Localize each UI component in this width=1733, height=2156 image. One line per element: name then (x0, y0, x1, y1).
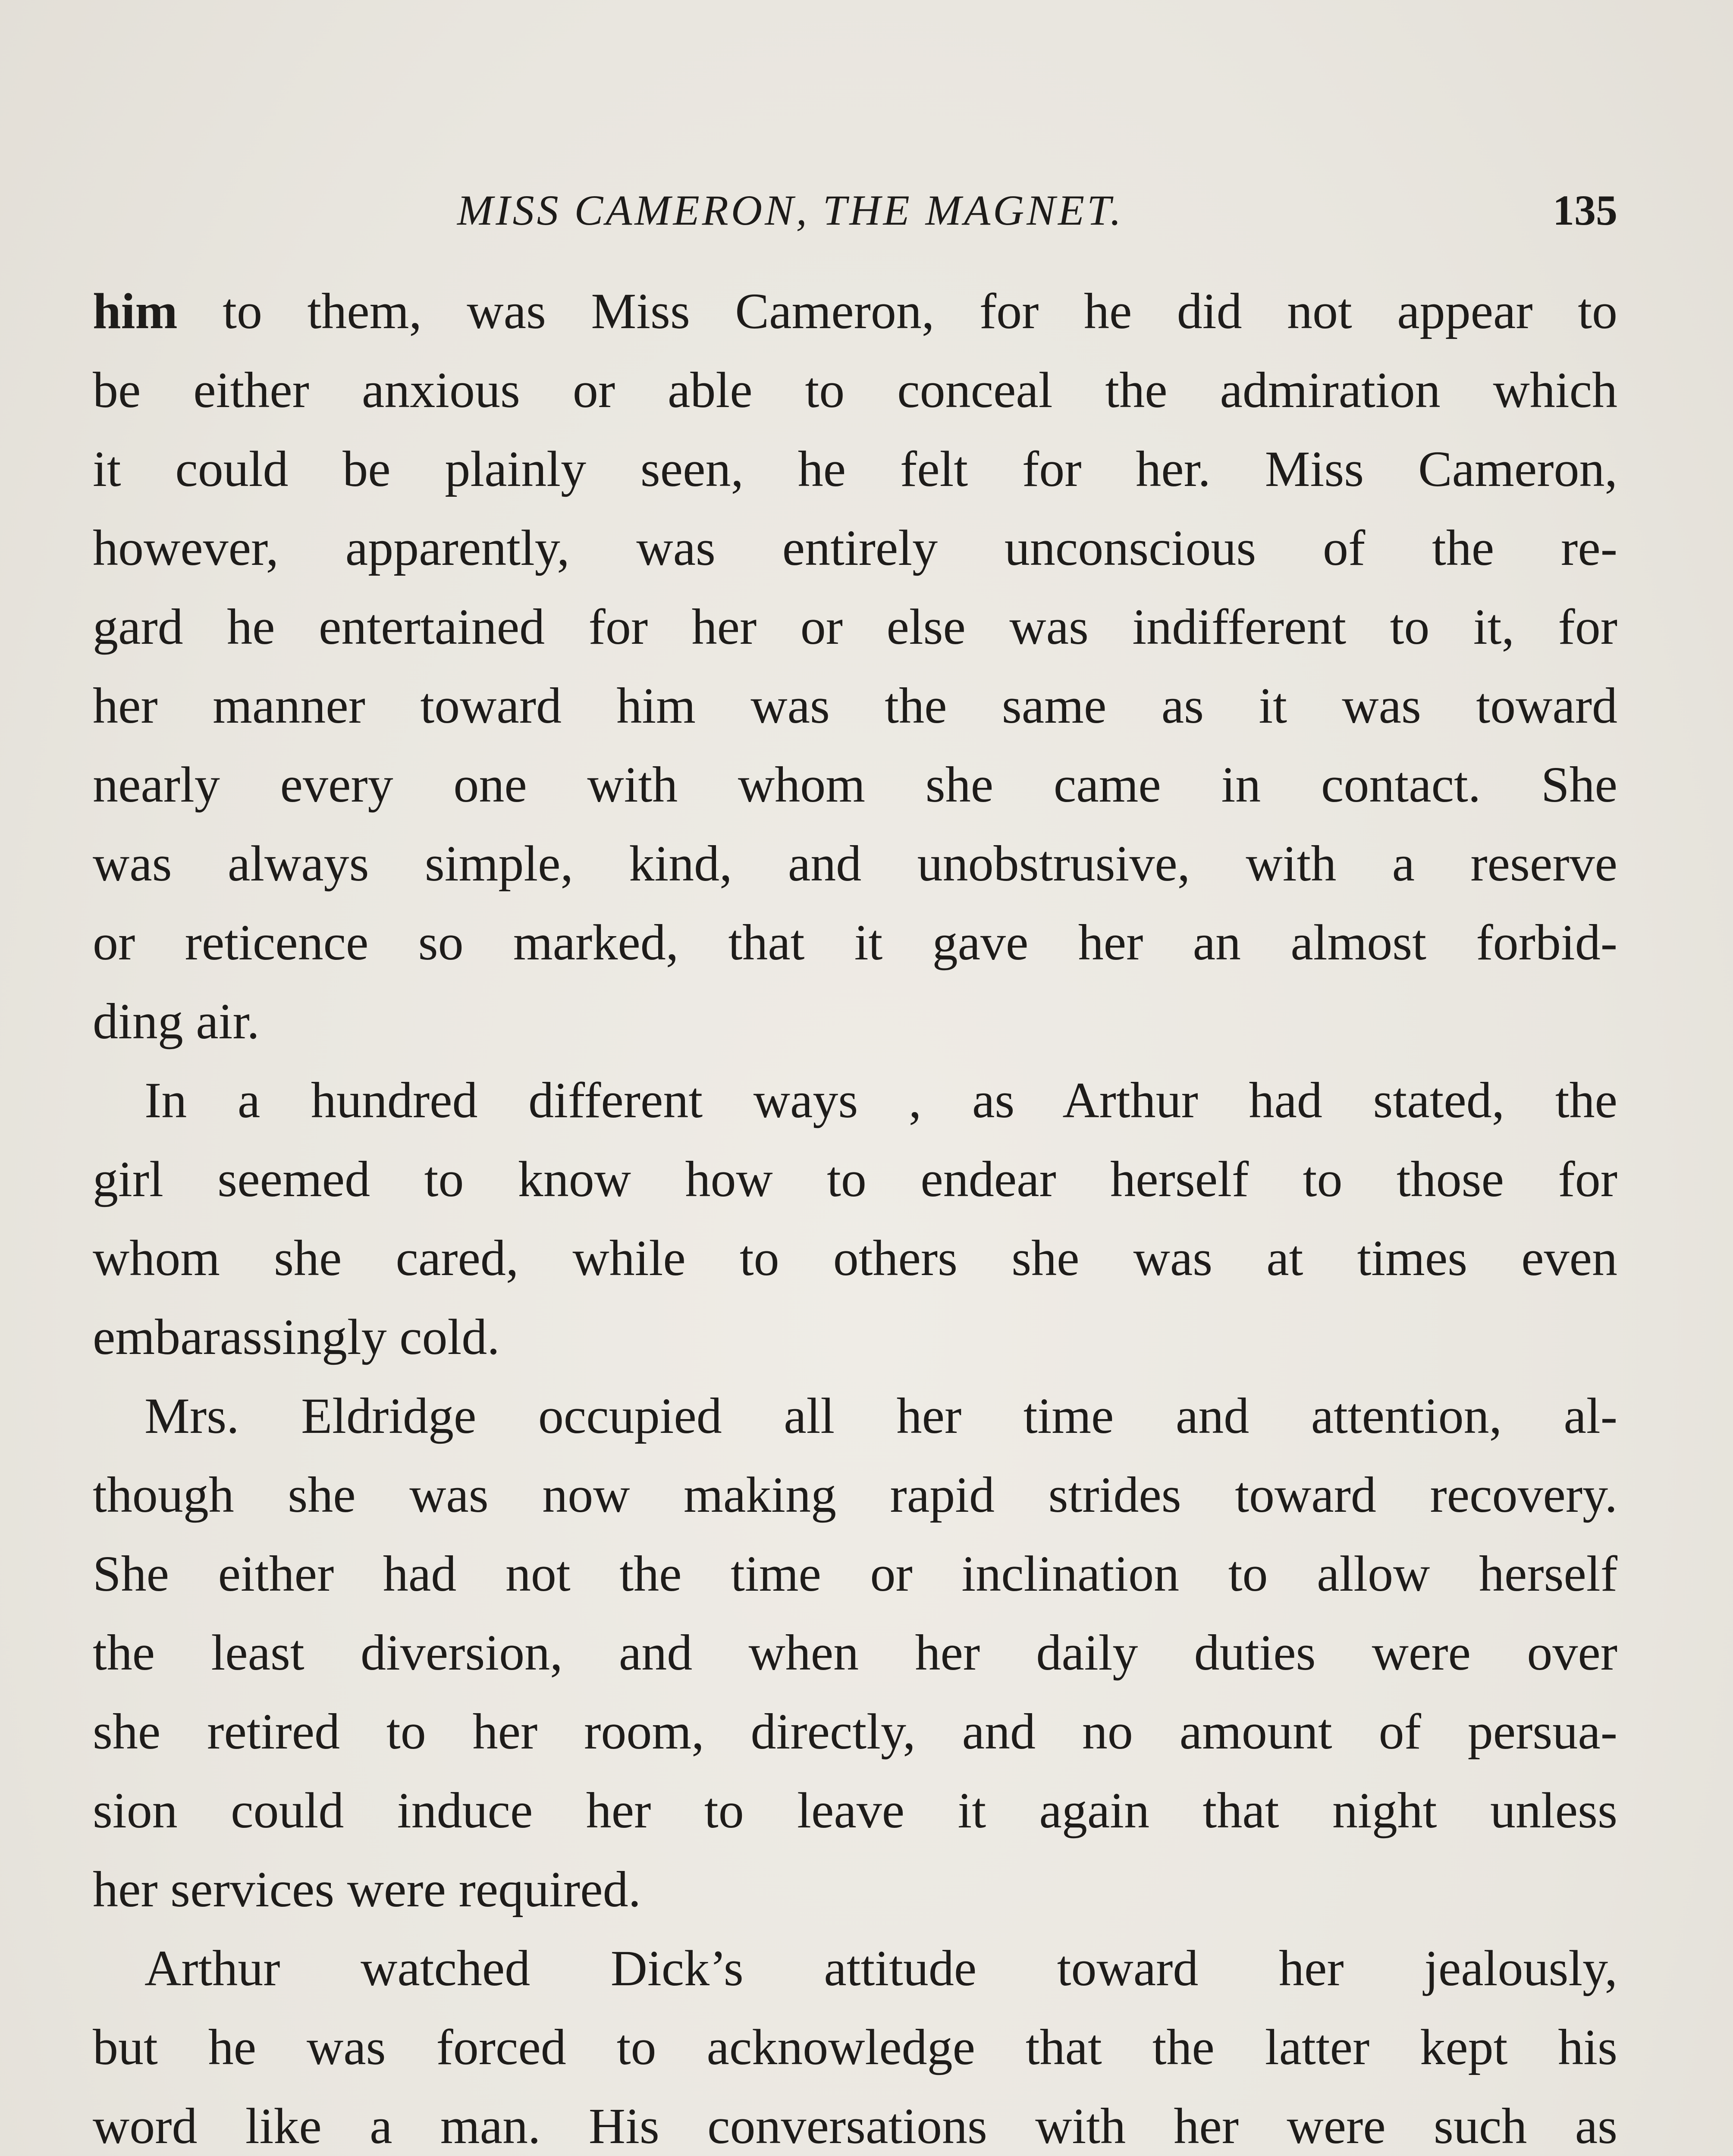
text-line: her services were required. (93, 1861, 641, 1918)
text-line: She either had not the time or inclination to allow herself (93, 1545, 1617, 1602)
text-line: whom she cared, while to others she was at times even (93, 1230, 1617, 1286)
text-line: was always simple, kind, and unobstrusive, with a reserve (93, 835, 1617, 892)
text-line: girl seemed to know how to endear herself to those for (93, 1151, 1617, 1207)
text-line: however, apparently, was entirely unconscious of the re- (93, 520, 1617, 576)
body-text (93, 272, 1617, 2156)
text-line: or reticence so marked, that it gave her an almost forbid- (93, 914, 1617, 971)
text-line (93, 272, 1617, 351)
text-line: be either anxious or able to conceal the admiration which (93, 362, 1617, 418)
text-line: Mrs. Eldridge occupied all her time and attention, al- (144, 1388, 1617, 1444)
text-line: word like a man. His conversations with her were such as (93, 2098, 1617, 2154)
text-line: it could be plainly seen, he felt for her. Miss Cameron, (93, 441, 1617, 497)
text-line: though she was now making rapid strides toward recovery. (93, 1467, 1617, 1523)
text-line: Arthur watched Dick’s attitude toward her jealously, (144, 1940, 1617, 1996)
text-line: she retired to her room, directly, and no amount of persua- (93, 1703, 1617, 1760)
text-line: but he was forced to acknowledge that the latter kept his (93, 2019, 1617, 2075)
text-line: gard he entertained for her or else was indifferent to it, for (93, 599, 1617, 655)
text-line: the least diversion, and when her daily duties were over (93, 1624, 1617, 1681)
running-head (95, 185, 1617, 250)
running-title: MISS CAMERON, THE MAGNET. (457, 186, 1124, 234)
text-line: embarassingly cold. (93, 1309, 500, 1365)
page-number: 135 (1553, 186, 1617, 234)
text-line: nearly every one with whom she came in contact. She (93, 756, 1617, 813)
text-line: her manner toward him was the same as it was toward (93, 677, 1617, 734)
text-line: In a hundred different ways , as Arthur had stated, the (144, 1072, 1617, 1128)
text-line: sion could induce her to leave it again that night unless (93, 1782, 1617, 1839)
bold-lead-word: him (93, 283, 178, 339)
text-line: ding air. (93, 993, 260, 1050)
text-line-rest: to them, was Miss Cameron, for he did not appear to (177, 283, 1617, 339)
